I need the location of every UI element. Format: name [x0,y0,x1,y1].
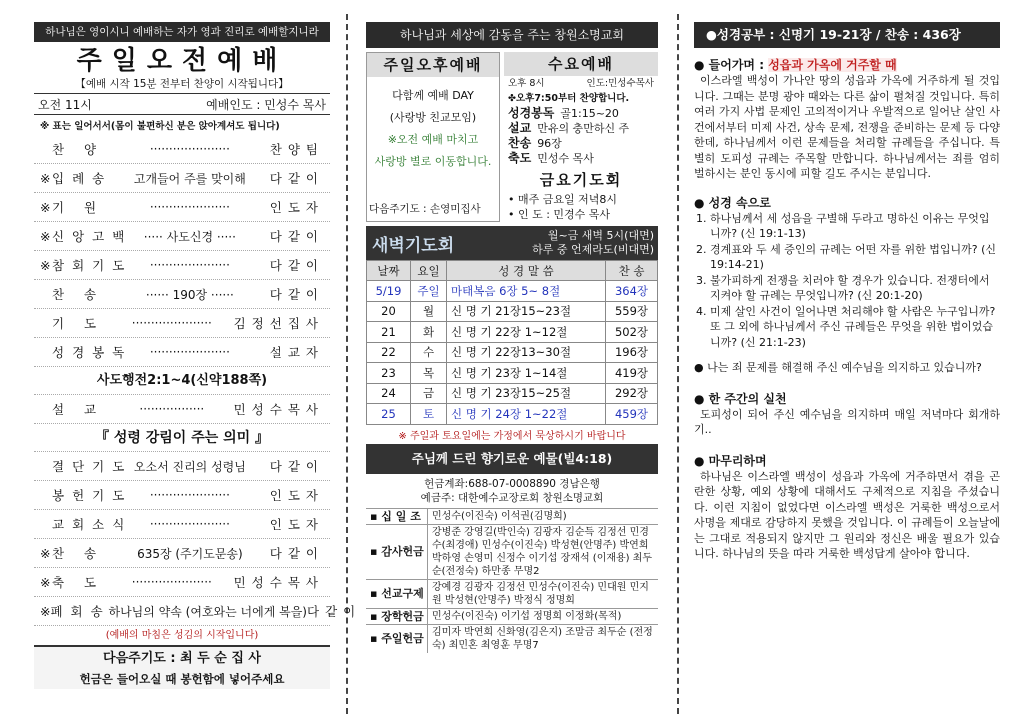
wed-leader: 인도:민성수목사 [586,78,654,89]
table-row [367,404,658,425]
dawn-title: 새벽기도회 [372,235,455,256]
order-item-detail: 고개들어 주를 맞이해 [133,171,246,186]
wed-fri-box [504,52,658,222]
week-text: 도피성이 되어 주신 예수님을 의지하며 매일 저녁마다 회개하기.. [694,407,1000,436]
offering-names: 민성수(이진숙) 이기섭 정명희 이정화(목적) [432,610,622,622]
order-item-person: 다같이 [269,546,324,561]
account-holder: 예금주: 대한예수교장로회 창원소명교회 [420,491,604,504]
table-cell-hymn: 502장 [606,322,658,343]
offering-row [366,624,658,653]
wed-time: 오후 8시 [508,78,545,89]
table-cell-day: 월 [411,301,447,322]
order-item-star: ※ [40,170,51,186]
question-item: 1. 하나님께서 세 성읍을 구별해 두라고 명하신 이유는 무엇입니까? (신 19:1-13) [710,211,1000,242]
week-heading: ● 한 주간의 실천 [694,391,787,406]
church-banner: 하나님과 세상에 감동을 주는 창원소명교회 [366,22,658,48]
order-item-label: 축 도 [52,575,105,590]
offering-names: 강병준 강영길(박인숙) 김광자 김순득 김정선 민경수(최경애) 민성수(이진숙) 박성현(안명주) 박연희 박하영 손영미 신정수 이기섭 장재석 (이재용) 최두순(전정숙) 하만종 무명2 [432,526,653,577]
table-cell-date: 25 [367,404,411,425]
table-cell-hymn: 419장 [606,363,658,384]
order-item [34,193,330,222]
order-item [34,452,330,481]
question-item: 4. 미제 살인 사건이 일어나면 처리해야 할 사람은 누구입니까? 또 그 외에 하나님께서 주신 규례들은 무엇을 위한 법이었습니까? (신 21:1-23) [710,304,1000,351]
order-item-person: 다같이 [307,604,362,619]
order-item-label: 찬 송 [52,546,105,561]
order-item-label: 교회소식 [52,517,133,532]
offering-row [366,579,658,608]
table-cell-day: 금 [411,383,447,404]
schedule-column [366,22,658,653]
study-banner: ●성경공부 : 신명기 19-21장 / 찬송 : 436장 [694,22,1000,48]
order-item [34,309,330,338]
offering-list [366,508,658,653]
table-cell-date: 20 [367,301,411,322]
intro-heading: ● 들어가며 : 성읍과 가옥에 거주할 때 [694,58,897,72]
table-cell-day: 목 [411,363,447,384]
order-item-label: 참회기도 [52,258,133,273]
wed-row-value: 골1:15~20 [560,107,619,120]
table-cell-hymn: 459장 [606,404,658,425]
order-item-person: 찬양팀 [269,142,324,157]
service-info [34,93,330,115]
sermon-title: 『 성령 강림이 주는 의미 』 [34,424,330,452]
end-heading: ● 마무리하며 [694,453,767,468]
table-cell-verse: 신 명 기 21장15~23절 [447,301,606,322]
table-cell-verse: 신 명 기 23장 1~14절 [447,363,606,384]
wed-row [504,151,658,166]
order-item-label: 설 교 [52,402,105,417]
offering-names: 민성수(이진숙) 이석권(김명희) [432,510,567,522]
order-item-star: ※ [40,574,51,590]
offering-type: ▪ 선교구제 [366,580,428,608]
fri-line2: • 인 도 : 민경수 목사 [508,208,611,221]
offering-row [366,524,658,579]
dawn-prayer-header [366,226,658,260]
offering-type: ▪ 장학헌금 [366,609,428,624]
morning-service-column [34,22,362,689]
wed-row [504,136,658,151]
table-cell-verse: 신 명 기 22장 1~12절 [447,322,606,343]
service-time: 오전 11시 [38,98,92,112]
order-item-label: 입례송 [52,171,113,186]
scripture-ref: 사도행전2:1~4(신약188쪽) [34,367,330,395]
order-item-label: 폐회송 [50,604,111,619]
order-item-label: 봉헌기도 [52,488,133,503]
order-item-star: ※ [40,545,51,561]
order-item [34,338,330,367]
order-item-label: 찬 송 [52,287,105,302]
table-cell-day: 토 [411,404,447,425]
order-item-detail: ····················· [131,575,212,589]
order-item-person: 다같이 [269,287,324,302]
table-cell-verse: 신 명 기 23장15~25절 [447,383,606,404]
afternoon-title: 주일오후예배 [367,53,499,77]
afternoon-line1: 다함께 예배 DAY [392,89,474,102]
wed-row [504,121,658,136]
offering-names: 강예경 김광자 김정선 민성수(이진숙) 민대원 민지원 박성현(안명주) 박정식 정명희 [432,581,649,606]
question-item: 3. 불가피하게 전쟁을 치러야 할 경우가 있습니다. 전쟁터에서 지켜야 할 규례는 무엇입니까? (신 20:1-20) [710,273,1000,304]
table-row [367,342,658,363]
order-item-detail: 하나님의 약속 (여호와는 너에게 복을) [108,604,307,619]
wed-title: 수요예배 [504,52,658,76]
table-cell-day: 주일 [411,281,447,302]
order-item [34,539,330,568]
order-item-detail: 오소서 진리의 성령님 [133,459,246,474]
order-item-detail: ······ 190장 ······ [145,287,234,302]
order-item [34,222,330,251]
order-item [34,251,330,280]
wed-row-value: 만유의 충만하신 주 [537,122,630,135]
table-cell-date: 5/19 [367,281,411,302]
order-list-1 [34,135,330,367]
footer [34,645,330,689]
top-banner: 하나님은 영이시니 예배하는 자가 영과 진리로 예배할지니라 [34,22,330,42]
afternoon-line4: 사랑방 별로 이동합니다. [374,155,492,168]
order-item-label: 기 원 [52,200,105,215]
order-item [34,135,330,164]
order-item [34,510,330,539]
afternoon-service-box [366,52,500,222]
table-header: 성 경 말 씀 [447,261,606,281]
dawn-line2: 하루 중 언제라도(비대면) [532,243,654,256]
order-item-detail: ····················· [149,517,230,531]
order-item-label: 성경봉독 [52,345,133,360]
order-item-person: 인도자 [269,517,324,532]
order-item-star: ※ [40,257,51,273]
question-item: 2. 경계표와 두 세 증인의 규례는 어떤 자를 위한 법입니까? (신 19:14-21) [710,242,1000,273]
offering-type: ▪ 십 일 조 [366,509,428,524]
table-cell-date: 21 [367,322,411,343]
order-item-person: 설교자 [269,345,324,360]
order-item-person: 김정선집사 [233,316,324,331]
reading-note: ※ 주일과 토요일에는 가정에서 묵상하시기 바랍니다 [398,430,626,442]
table-header: 날짜 [367,261,411,281]
order-item-person: 인도자 [269,200,324,215]
inside-heading: ● 성경 속으로 [694,195,771,210]
wed-row-key: 성경봉독 [508,106,555,120]
order-item-label: 찬 양 [52,142,105,157]
bible-study-column [694,22,1000,562]
wed-row-value: 민성수 목사 [537,152,594,165]
table-cell-verse: 신 명 기 22장13~30절 [447,342,606,363]
table-cell-date: 24 [367,383,411,404]
fri-line1: • 매주 금요일 저녁8시 [508,193,617,206]
table-cell-hymn: 559장 [606,301,658,322]
table-row [367,301,658,322]
table-cell-day: 수 [411,342,447,363]
wed-praise: ✤오후7:50부터 찬양합니다. [508,93,630,104]
account-number: 헌금계좌:688-07-0008890 경남은행 [424,477,600,490]
standing-note: ※ 표는 일어서서(몸이 불편하신 분은 앉아계셔도 됩니다) [40,121,280,132]
table-cell-verse: 신 명 기 24장 1~22절 [447,404,606,425]
service-subtitle: 【예배 시작 15분 전부터 찬양이 시작됩니다】 [75,78,289,90]
offering-note: 헌금은 들어오실 때 봉헌함에 넣어주세요 [79,672,285,686]
order-item-detail: ····················· [149,258,230,272]
dawn-line1: 월~금 새벽 5시(대면) [547,229,654,242]
wed-row [504,106,658,121]
order-item-person: 민성수목사 [233,402,324,417]
table-cell-hymn: 364장 [606,281,658,302]
wed-row-key: 설교 [508,121,532,135]
table-cell-hymn: 196장 [606,342,658,363]
order-item-detail: ····················· [149,200,230,214]
order-item-detail: 635장 (주기도문송) [137,546,243,561]
order-item [34,164,330,193]
order-item-detail: ····················· [149,142,230,156]
offering-type: ▪ 감사헌금 [366,525,428,579]
afternoon-line2: (사랑방 친교모임) [389,111,477,124]
table-row [367,363,658,384]
order-item-person: 민성수목사 [233,575,324,590]
order-item-star: ※ [40,603,51,619]
order-item-label: 기 도 [52,316,105,331]
order-item-detail: ····················· [149,488,230,502]
order-item-label: 결단기도 [52,459,133,474]
table-cell-verse: 마태복음 6장 5~ 8절 [447,281,606,302]
reading-table [366,260,658,425]
offering-row [366,608,658,624]
offering-title: 주님께 드린 향기로운 예물(빌4:18) [366,444,658,474]
order-item-person: 다같이 [269,258,324,273]
order-item [34,597,362,626]
table-header: 찬 송 [606,261,658,281]
wed-row-key: 축도 [508,151,532,165]
order-item-detail: ····················· [149,345,230,359]
order-item-person: 다같이 [269,171,324,186]
end-text: 하나님은 이스라엘 백성이 성읍과 가옥에 거주하면서 겪을 곤란한 상황, 예외 상황에 대해서도 구체적으로 지침을 주셨습니다. 이런 지침이 없었다면 이스라엘 백성은 거룩한 백성으로서 사명을 제대로 감당하지 못했을 것입니다. 이 규례들이 오늘날에는 그대로 적용되지 않지만 그 원리와 정신은 배울 필요가 있습니다. 하나님의 뜻을 따라 거룩한 백성답게 살아야 합니다. [694,469,1000,560]
order-item-person: 인도자 [269,488,324,503]
order-item-detail: ····· 사도신경 ····· [143,229,236,244]
order-item-star: ※ [40,199,51,215]
order-item-detail: ····················· [131,316,212,330]
order-item [34,568,330,597]
table-row [367,281,658,302]
table-row [367,383,658,404]
order-item-detail: ················· [139,402,205,416]
question-list [694,211,1000,351]
order-list-2 [34,452,362,626]
question-5: ● 나는 죄 문제를 해결해 주신 예수님을 의지하고 있습니까? [694,361,982,374]
order-item-person: 다같이 [269,229,324,244]
order-item-person: 다같이 [269,459,324,474]
page-title: 주일오전예배 [76,46,288,76]
fri-title: 금요기도회 [504,168,658,192]
table-cell-date: 22 [367,342,411,363]
service-leader: 예배인도 : 민성수 목사 [206,98,326,112]
table-cell-date: 23 [367,363,411,384]
closing-note: (예배의 마침은 성김의 시작입니다) [105,630,259,641]
wed-row-key: 찬송 [508,136,532,150]
table-cell-day: 화 [411,322,447,343]
order-item-star: ※ [40,228,51,244]
intro-text: 이스라엘 백성이 가나안 땅의 성읍과 가옥에 거주하게 될 것입니다. 그때는 분명 광야 때와는 다른 삶이 펼쳐질 것입니다. 특히 여러 가지 사법 문제인 고의적이거나 우발적으로 일어난 살인 사건에서부터 미제 사건, 상속 문제, 전쟁을 준비하는 문제 등 다양한데, 하나님께서 이런 문제들을 처리할 규례들을 주십니다. 특별히 도피성 규례는 주목할 만합니다. 하나님께서는 죄를 엄히 벌하시는 분인 동시에 피할 길도 주시는 분입니다. [694,74,1000,180]
order-item-sermon [34,395,330,424]
order-item [34,481,330,510]
offering-row [366,508,658,524]
services-row [366,52,658,222]
afternoon-next: 다음주기도 : 손영미집사 [369,203,481,215]
offering-type: ▪ 주일헌금 [366,625,428,653]
afternoon-line3: ※오전 예배 마치고 [387,133,479,146]
order-item-label: 신앙고백 [52,229,133,244]
order-item [34,280,330,309]
wed-details [504,106,658,166]
next-prayer: 다음주기도 : 최 두 순 집 사 [103,651,261,666]
table-row [367,322,658,343]
offering-names: 김미자 박연희 신화영(김은지) 조말금 최두순 (전정숙) 최민혼 최영훈 무명7 [432,626,653,651]
table-header: 요일 [411,261,447,281]
wed-row-value: 96장 [537,137,562,150]
intro-highlight: 성읍과 가옥에 거주할 때 [768,58,897,72]
table-cell-hymn: 292장 [606,383,658,404]
divider-right [677,14,679,714]
